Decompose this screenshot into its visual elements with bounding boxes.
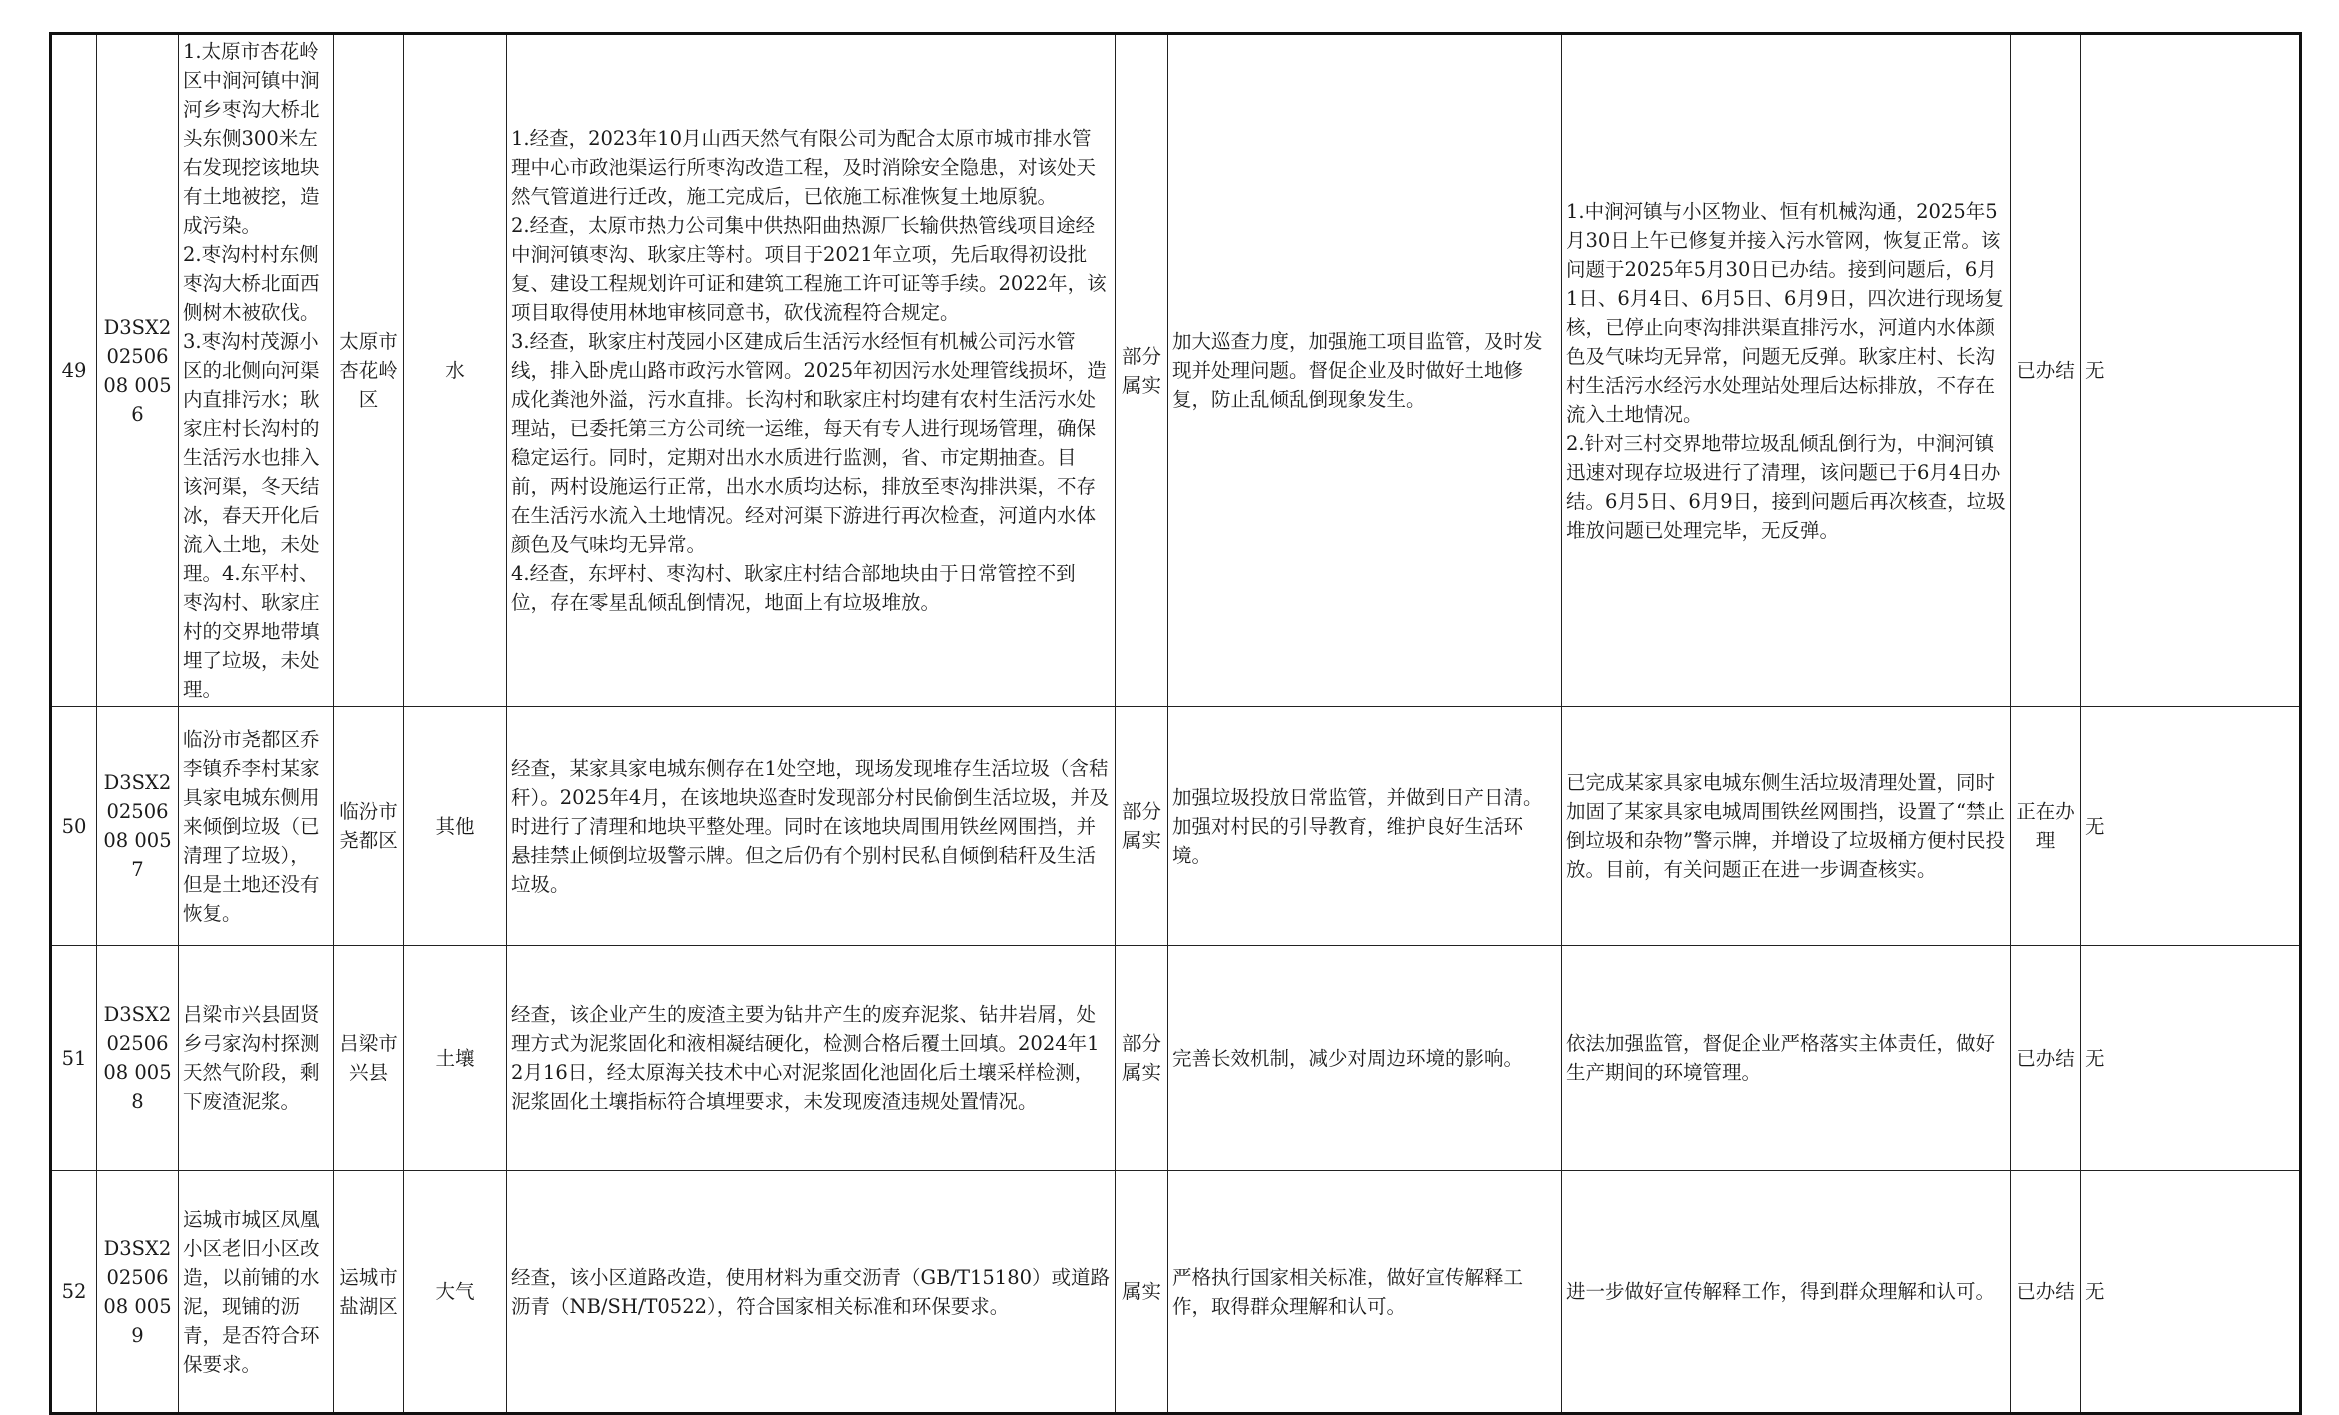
rectification-measures: 完善长效机制，减少对周边环境的影响。: [1168, 946, 1562, 1171]
verdict: 部分属实: [1116, 946, 1168, 1171]
accountability: 无: [2081, 707, 2301, 946]
complaint-content: 吕梁市兴县固贤乡弓家沟村探测天然气阶段，剩下废渣泥浆。: [179, 946, 334, 1171]
row-number: 50: [51, 707, 97, 946]
status: 已办结: [2011, 1171, 2081, 1414]
rectification-measures: 加强垃圾投放日常监管，并做到日产日清。加强对村民的引导教育，维护良好生活环境。: [1168, 707, 1562, 946]
table-row: [51, 34, 2301, 707]
row-number: 49: [51, 34, 97, 707]
area-name: 临汾市尧都区: [334, 707, 404, 946]
complaint-content: 临汾市尧都区乔李镇乔李村某家具家电城东侧用来倾倒垃圾（已清理了垃圾），但是土地还没有恢复。: [179, 707, 334, 946]
investigation-result: 经查，该小区道路改造，使用材料为重交沥青（GB/T15180）或道路沥青（NB/SH/T0522），符合国家相关标准和环保要求。: [507, 1171, 1116, 1414]
row-number: 52: [51, 1171, 97, 1414]
pollution-type: 水: [404, 34, 507, 707]
pollution-type: 其他: [404, 707, 507, 946]
accountability: 无: [2081, 946, 2301, 1171]
table-row: [51, 946, 2301, 1171]
rectification-progress: 依法加强监管，督促企业严格落实主体责任，做好生产期间的环境管理。: [1562, 946, 2011, 1171]
case-code: D3SX20250608 0056: [97, 34, 179, 707]
complaint-content: 1.太原市杏花岭区中涧河镇中涧河乡枣沟大桥北头东侧300米左右发现挖该地块有土地被挖，造成污染。 2.枣沟村村东侧枣沟大桥北面西侧树木被砍伐。3.枣沟村茂源小区的北侧向河渠内直排污水；耿家庄村长沟村的生活污水也排入该河渠，冬天结冰，春天开化后流入土地，未处理。4.东平村、枣沟村、耿家庄村的交界地带填埋了垃圾，未处理。: [179, 34, 334, 707]
row-number: 51: [51, 946, 97, 1171]
accountability: 无: [2081, 1171, 2301, 1414]
rectification-progress: 1.中涧河镇与小区物业、恒有机械沟通，2025年5月30日上午已修复并接入污水管网，恢复正常。该问题于2025年5月30日已办结。接到问题后，6月1日、6月4日、6月5日、6月9日，四次进行现场复核，已停止向枣沟排洪渠直排污水，河道内水体颜色及气味均无异常，问题无反弹。耿家庄村、长沟村生活污水经污水处理站处理后达标排放，不存在流入土地情况。 2.针对三村交界地带垃圾乱倾乱倒行为，中涧河镇迅速对现存垃圾进行了清理，该问题已于6月4日办结。6月5日、6月9日，接到问题后再次核查，垃圾堆放问题已处理完毕，无反弹。: [1562, 34, 2011, 707]
status: 已办结: [2011, 946, 2081, 1171]
verdict: 部分属实: [1116, 34, 1168, 707]
table-row: [51, 707, 2301, 946]
area-name: 运城市盐湖区: [334, 1171, 404, 1414]
case-code: D3SX20250608 0057: [97, 707, 179, 946]
status: 已办结: [2011, 34, 2081, 707]
investigation-result: 1.经查，2023年10月山西天然气有限公司为配合太原市城市排水管理中心市政池渠运行所枣沟改造工程，及时消除安全隐患，对该处天然气管道进行迁改，施工完成后，已依施工标准恢复土地原貌。 2.经查，太原市热力公司集中供热阳曲热源厂长输供热管线项目途经中涧河镇枣沟、耿家庄等村。项目于2021年立项，先后取得初设批复、建设工程规划许可证和建筑工程施工许可证等手续。2022年，该项目取得使用林地审核同意书，砍伐流程符合规定。 3.经查，耿家庄村茂园小区建成后生活污水经恒有机械公司污水管线，排入卧虎山路市政污水管网。2025年初因污水处理管线损坏，造成化粪池外溢，污水直排。长沟村和耿家庄村均建有农村生活污水处理站，已委托第三方公司统一运维，每天有专人进行现场管理，确保稳定运行。同时，定期对出水水质进行监测，省、市定期抽查。目前，两村设施运行正常，出水水质均达标，排放至枣沟排洪渠，不存在生活污水流入土地情况。经对河渠下游进行再次检查，河道内水体颜色及气味均无异常。 4.经查，东坪村、枣沟村、耿家庄村结合部地块由于日常管控不到位，存在零星乱倾乱倒情况，地面上有垃圾堆放。: [507, 34, 1116, 707]
complaint-content: 运城市城区凤凰小区老旧小区改造，以前铺的水泥，现铺的沥青，是否符合环保要求。: [179, 1171, 334, 1414]
rectification-progress: 进一步做好宣传解释工作，得到群众理解和认可。: [1562, 1171, 2011, 1414]
status: 正在办理: [2011, 707, 2081, 946]
case-code: D3SX20250608 0058: [97, 946, 179, 1171]
investigation-result: 经查，该企业产生的废渣主要为钻井产生的废弃泥浆、钻井岩屑，处理方式为泥浆固化和液相凝结硬化，检测合格后覆土回填。2024年12月16日，经太原海关技术中心对泥浆固化池固化后土壤采样检测，泥浆固化土壤指标符合填埋要求，未发现废渣违规处置情况。: [507, 946, 1116, 1171]
pollution-type: 大气: [404, 1171, 507, 1414]
rectification-measures: 加大巡查力度，加强施工项目监管，及时发现并处理问题。督促企业及时做好土地修复，防止乱倾乱倒现象发生。: [1168, 34, 1562, 707]
investigation-result: 经查，某家具家电城东侧存在1处空地，现场发现堆存生活垃圾（含秸秆）。2025年4月，在该地块巡查时发现部分村民偷倒生活垃圾，并及时进行了清理和地块平整处理。同时在该地块周围用铁丝网围挡，并悬挂禁止倾倒垃圾警示牌。但之后仍有个别村民私自倾倒秸秆及生活垃圾。: [507, 707, 1116, 946]
case-code: D3SX20250608 0059: [97, 1171, 179, 1414]
table-row: [51, 1171, 2301, 1414]
pollution-type: 土壤: [404, 946, 507, 1171]
rectification-progress: 已完成某家具家电城东侧生活垃圾清理处置，同时加固了某家具家电城周围铁丝网围挡，设置了“禁止倒垃圾和杂物”警示牌，并增设了垃圾桶方便村民投放。目前，有关问题正在进一步调查核实。: [1562, 707, 2011, 946]
area-name: 吕梁市兴县: [334, 946, 404, 1171]
rectification-measures: 严格执行国家相关标准，做好宣传解释工作，取得群众理解和认可。: [1168, 1171, 1562, 1414]
area-name: 太原市杏花岭区: [334, 34, 404, 707]
verdict: 部分属实: [1116, 707, 1168, 946]
accountability: 无: [2081, 34, 2301, 707]
verdict: 属实: [1116, 1171, 1168, 1414]
complaint-table: [49, 32, 2302, 1415]
